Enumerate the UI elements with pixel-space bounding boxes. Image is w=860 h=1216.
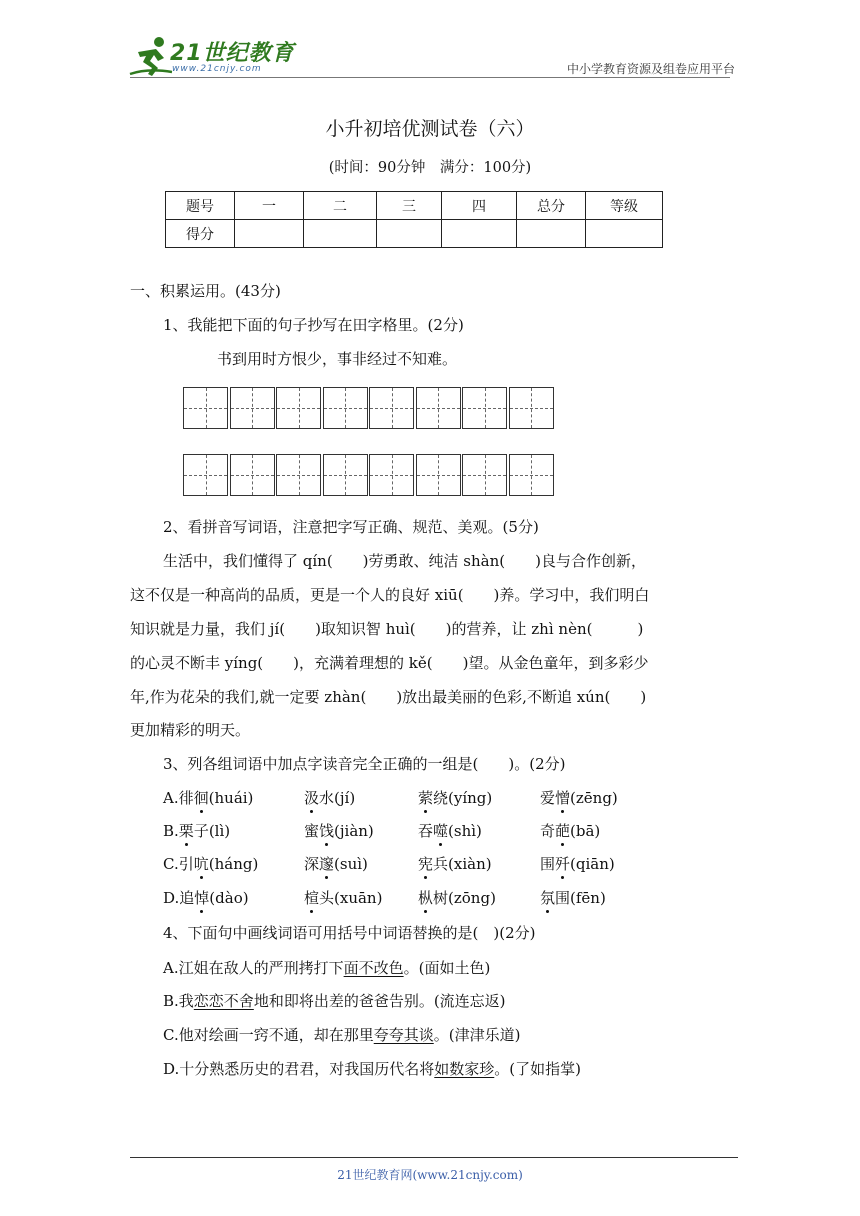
passage-line: 的心灵不断丰 yíng( )，充满着理想的 kě( )望。从金色童年，到多彩少 xyxy=(130,654,649,672)
option-c-word: 宪兵(xiàn) xyxy=(418,855,492,873)
tian-cell[interactable] xyxy=(183,454,228,496)
tian-cell[interactable] xyxy=(323,454,368,496)
passage-line: 知识就是力量，我们 jí( )取知识智 huì( )的营养，让 zhì nèn( ) xyxy=(130,620,644,638)
header-divider xyxy=(130,77,730,78)
dotted-character: 憎 xyxy=(555,789,571,807)
score-cell[interactable] xyxy=(377,220,442,248)
option-c-word: C.引吭(háng) xyxy=(163,855,259,873)
tian-cell[interactable] xyxy=(462,454,507,496)
tian-cell[interactable] xyxy=(230,387,275,429)
question-2-prompt: 2、看拼音写词语，注意把字写正确、规范、美观。(5分) xyxy=(163,518,539,536)
platform-label: 中小学教育资源及组卷应用平台 xyxy=(566,62,735,76)
question-1-prompt: 1、我能把下面的句子抄写在田字格里。(2分) xyxy=(163,316,464,334)
passage-line: 生活中，我们懂得了 qín( )劳勇敢、纯洁 shàn( )良与合作创新， xyxy=(163,552,646,570)
question-4-option: D.十分熟悉历史的君君，对我国历代名将如数家珍。(了如指掌) xyxy=(163,1060,581,1078)
table-header-cell: 一 xyxy=(235,192,304,220)
option-b-word: 奇葩(bā) xyxy=(540,822,601,840)
tian-grid-row[interactable] xyxy=(183,387,555,429)
table-header-cell: 二 xyxy=(304,192,377,220)
question-3-prompt: 3、列各组词语中加点字读音完全正确的一组是( )。(2分) xyxy=(163,755,566,773)
option-a-word: A.徘徊(huái) xyxy=(163,789,254,807)
option-b-word: 吞噬(shì) xyxy=(418,822,482,840)
footer-text: 21世纪教育网(www.21cnjy.com) xyxy=(337,1168,523,1182)
table-header-cell: 等级 xyxy=(586,192,663,220)
tian-cell[interactable] xyxy=(509,387,554,429)
tian-cell[interactable] xyxy=(276,387,321,429)
tian-cell[interactable] xyxy=(276,454,321,496)
dotted-character: 萦 xyxy=(418,789,434,807)
underlined-phrase: 如数家珍 xyxy=(434,1060,495,1078)
tian-grid-row[interactable] xyxy=(183,454,555,496)
option-d-word: D.追悼(dào) xyxy=(163,889,249,907)
table-header-cell: 三 xyxy=(377,192,442,220)
option-a-word: 汲水(jí) xyxy=(304,789,356,807)
score-table-score-row xyxy=(166,220,663,248)
question-4-prompt: 4、下面句中画线词语可用括号中词语替换的是( )(2分) xyxy=(163,924,536,942)
tian-cell[interactable] xyxy=(509,454,554,496)
logo-url: www.21cnjy.com xyxy=(172,64,262,74)
dotted-character: 徊 xyxy=(193,789,209,807)
dotted-character: 邃 xyxy=(319,855,335,873)
dotted-character: 悼 xyxy=(194,889,210,907)
dotted-character: 氛 xyxy=(540,889,556,907)
option-b-word: 蜜饯(jiàn) xyxy=(304,822,374,840)
option-a-word: 萦绕(yíng) xyxy=(418,789,493,807)
dotted-character: 汲 xyxy=(304,789,320,807)
exam-title: 小升初培优测试卷（六） xyxy=(325,118,535,140)
option-a-word: 爱憎(zēng) xyxy=(540,789,618,807)
score-cell[interactable] xyxy=(517,220,586,248)
dotted-character: 歼 xyxy=(555,855,571,873)
option-d-word: 枞树(zōng) xyxy=(418,889,496,907)
score-table-header-row xyxy=(166,192,663,220)
tian-cell[interactable] xyxy=(416,387,461,429)
exam-subtitle: (时间：90分钟 满分：100分) xyxy=(328,160,532,176)
score-cell[interactable] xyxy=(304,220,377,248)
option-c-word: 围歼(qiān) xyxy=(540,855,615,873)
table-header-cell: 四 xyxy=(442,192,517,220)
underlined-phrase: 夸夸其谈 xyxy=(373,1026,434,1044)
underlined-phrase: 面不改色 xyxy=(343,959,404,977)
option-d-word: 氛围(fēn) xyxy=(540,889,606,907)
tian-cell[interactable] xyxy=(416,454,461,496)
passage-line: 这不仅是一种高尚的品质，更是一个人的良好 xiū( )养。学习中，我们明白 xyxy=(130,586,650,604)
score-cell[interactable] xyxy=(235,220,304,248)
dotted-character: 噬 xyxy=(433,822,449,840)
passage-line: 更加精彩的明天。 xyxy=(130,721,251,739)
table-row-label: 得分 xyxy=(166,220,235,248)
table-header-cell: 总分 xyxy=(517,192,586,220)
section-heading: 一、积累运用。(43分) xyxy=(130,282,281,300)
option-c-word: 深邃(suì) xyxy=(304,855,368,873)
copy-sentence: 书到用时方恨少，事非经过不知难。 xyxy=(217,350,458,368)
score-cell[interactable] xyxy=(442,220,517,248)
tian-cell[interactable] xyxy=(230,454,275,496)
table-header-cell: 题号 xyxy=(166,192,235,220)
question-4-option: A.江姐在敌人的严刑拷打下面不改色。(面如土色) xyxy=(163,959,491,977)
runner-logo-icon xyxy=(128,34,174,80)
question-4-option: B.我恋恋不舍地和即将出差的爸爸告别。(流连忘返) xyxy=(163,992,506,1010)
underlined-phrase: 恋恋不舍 xyxy=(193,992,254,1010)
dotted-character: 楦 xyxy=(304,889,320,907)
option-b-word: B.栗子(lì) xyxy=(163,822,231,840)
tian-cell[interactable] xyxy=(369,387,414,429)
score-cell[interactable] xyxy=(586,220,663,248)
tian-cell[interactable] xyxy=(183,387,228,429)
footer-divider xyxy=(130,1157,738,1158)
logo-text: 21世纪教育 xyxy=(170,41,295,66)
option-d-word: 楦头(xuān) xyxy=(304,889,383,907)
passage-line: 年,作为花朵的我们,就一定要 zhàn( )放出最美丽的色彩,不断追 xún( ) xyxy=(130,688,647,706)
dotted-character: 吭 xyxy=(193,855,209,873)
dotted-character: 宪 xyxy=(418,855,434,873)
score-table xyxy=(165,191,663,248)
tian-cell[interactable] xyxy=(323,387,368,429)
dotted-character: 葩 xyxy=(555,822,571,840)
dotted-character: 饯 xyxy=(319,822,335,840)
question-4-option: C.他对绘画一窍不通，却在那里夸夸其谈。(津津乐道) xyxy=(163,1026,521,1044)
tian-cell[interactable] xyxy=(369,454,414,496)
tian-cell[interactable] xyxy=(462,387,507,429)
dotted-character: 枞 xyxy=(418,889,434,907)
dotted-character: 栗 xyxy=(178,822,194,840)
